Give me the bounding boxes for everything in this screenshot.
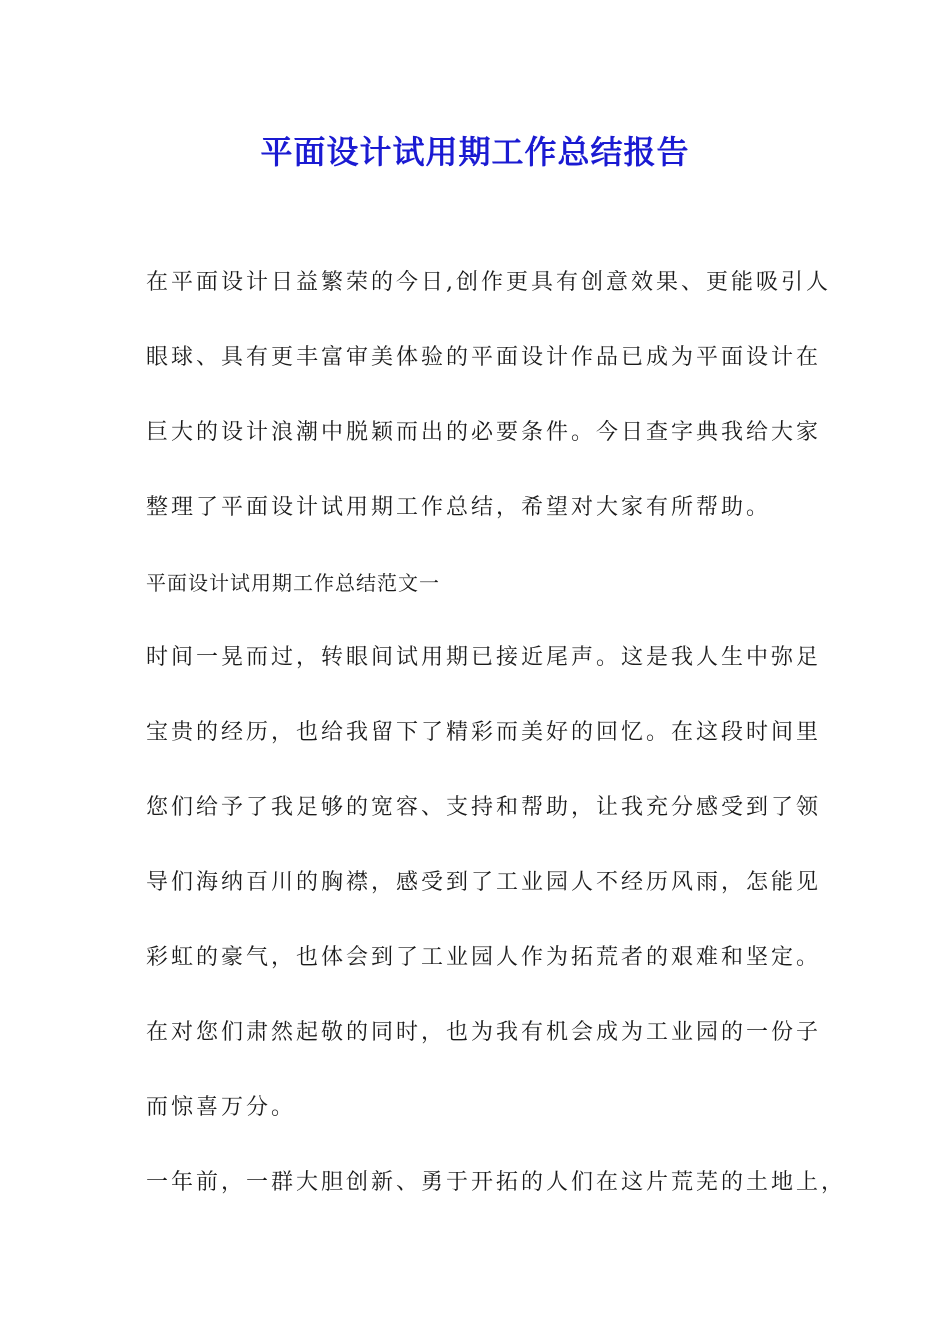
document-title: 平面设计试用期工作总结报告	[260, 133, 690, 171]
section-heading: 平面设计试用期工作总结范文一	[146, 571, 440, 595]
paragraph-line: 时间一晃而过，转眼间试用期已接近尾声。这是我人生中弥足	[146, 645, 822, 670]
paragraph-line: 眼球、具有更丰富审美体验的平面设计作品已成为平面设计在	[146, 345, 822, 370]
paragraph-line: 巨大的设计浪潮中脱颖而出的必要条件。今日查字典我给大家	[146, 420, 822, 445]
paragraph-line: 您们给予了我足够的宽容、支持和帮助，让我充分感受到了领	[146, 795, 822, 820]
paragraph-line: 导们海纳百川的胸襟，感受到了工业园人不经历风雨，怎能见	[146, 870, 822, 895]
paragraph-line: 彩虹的豪气，也体会到了工业园人作为拓荒者的艰难和坚定。	[146, 945, 822, 970]
paragraph-line: 而惊喜万分。	[146, 1095, 297, 1120]
paragraph-line: 整理了平面设计试用期工作总结，希望对大家有所帮助。	[146, 495, 772, 520]
paragraph-line: 一年前，一群大胆创新、勇于开拓的人们在这片荒芜的土地上，	[146, 1170, 847, 1195]
paragraph-line: 宝贵的经历，也给我留下了精彩而美好的回忆。在这段时间里	[146, 720, 822, 745]
paragraph-line: 在对您们肃然起敬的同时，也为我有机会成为工业园的一份子	[146, 1020, 822, 1045]
paragraph-line: 在平面设计日益繁荣的今日,创作更具有创意效果、更能吸引人	[146, 270, 831, 295]
